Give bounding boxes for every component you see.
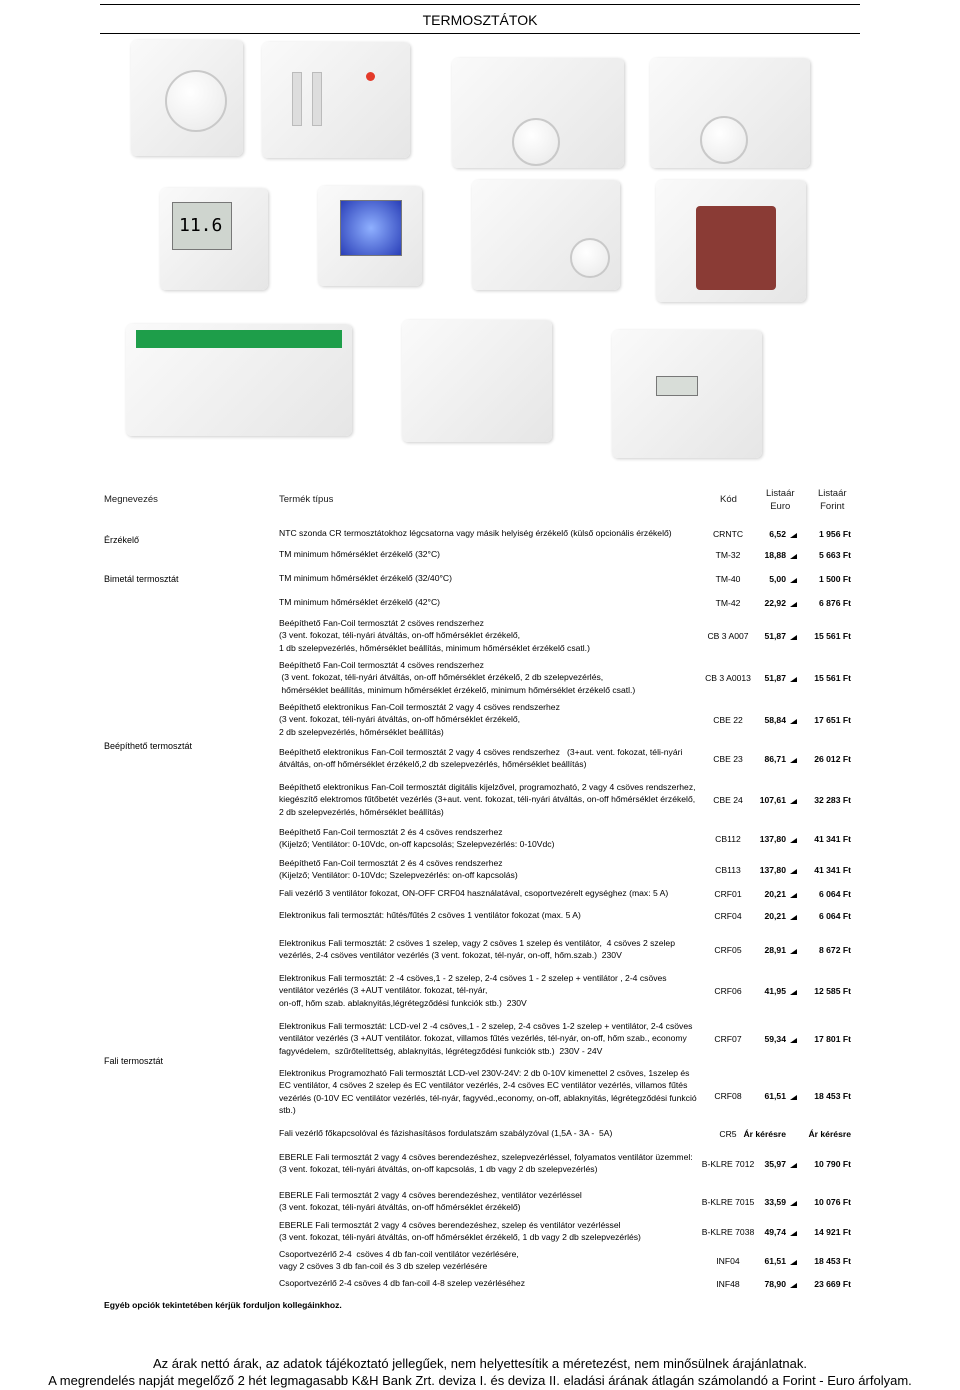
row-description-line: ventilátor vezérlés (3 +AUT ventilátor. fokozat, tél-nyár, bbox=[279, 985, 488, 996]
row-description-line: TM minimum hőmérséklet érzékelő (32°C) bbox=[279, 549, 441, 559]
row-price-eur: 61,51 bbox=[764, 1256, 786, 1267]
row-description bbox=[279, 972, 667, 1009]
row-code: INF48 bbox=[716, 1279, 740, 1289]
header-huf-2: Forint bbox=[820, 501, 845, 512]
row-description bbox=[279, 781, 696, 818]
slider-icon bbox=[312, 72, 322, 126]
row-description bbox=[279, 857, 518, 882]
row-code: TM-40 bbox=[715, 574, 741, 584]
row-description-line: Beépíthető elektronikus Fan-Coil termosztát 2 vagy 4 csöves rendszerhez bbox=[279, 702, 560, 712]
row-price-huf: 10 076 Ft bbox=[814, 1197, 851, 1208]
row-description bbox=[279, 826, 554, 851]
row-price-eur: 20,21 bbox=[764, 889, 786, 899]
row-price-eur: 49,74 bbox=[764, 1227, 786, 1238]
row-description bbox=[279, 659, 635, 696]
din-module-photo bbox=[402, 320, 552, 442]
row-description bbox=[279, 701, 560, 738]
row-description-line: Beépíthető Fan-Coil termosztát 2 csöves rendszerhez bbox=[279, 618, 484, 628]
row-code: CRF08 bbox=[714, 1091, 742, 1102]
dial-knob-icon bbox=[165, 70, 227, 132]
header-code: Kód bbox=[720, 494, 737, 505]
row-description-line: NTC szonda CR termosztátokhoz légcsatorna vagy másik helyiség érzékelő (külső opcionális érzékelő) bbox=[279, 528, 672, 538]
header-type: Termék típus bbox=[279, 494, 334, 505]
row-description-line: (3 vent. fokozat, téli-nyári átváltás, on-off hőmérséklet érzékelő, 2 db szelepvezérlés, bbox=[279, 672, 604, 683]
lcd-display-blue bbox=[340, 200, 402, 256]
row-description-line: vagy 2 csöves 3 db fan-coil és 3 db szelep vezérlésére bbox=[279, 1261, 488, 1272]
row-description-line: Elektronikus Programozható Fali termosztát LCD-vel 230V-24V: 2 db 0-10V kimenettel 2 csöves, 1szelep és bbox=[279, 1068, 690, 1078]
row-price-huf: 12 585 Ft bbox=[814, 986, 851, 997]
row-description-line: átváltás, on-off hőmérséklet érzékelő,2 db szelepvezérlés, hőmérséklet beállítás) bbox=[279, 759, 587, 770]
row-price-eur: 137,80 bbox=[759, 834, 786, 845]
thermostat-photo-dial bbox=[131, 40, 243, 156]
row-description-line: ventilátor vezérlés (3 +AUT ventilátor. fokozat, villamos fűtés vezérlés, tél-nyár, on-off, hőm szab., economy bbox=[279, 1033, 687, 1044]
row-price-huf: Ár kérésre bbox=[808, 1129, 851, 1139]
row-code: B-KLRE 7015 bbox=[701, 1197, 755, 1208]
row-price-eur: 22,92 bbox=[764, 598, 786, 608]
row-description-line: EBERLE Fali termosztát 2 vagy 4 csöves berendezéshez, szelepvezérléssel, folyamatos ventilátor üzemmel: bbox=[279, 1152, 693, 1162]
row-price-eur: 28,91 bbox=[764, 945, 786, 956]
row-code: CBE 24 bbox=[713, 795, 743, 806]
row-price-huf: 41 341 Ft bbox=[814, 834, 851, 845]
thermostat-photo-eberle bbox=[472, 180, 620, 290]
row-price-eur: 20,21 bbox=[764, 911, 786, 921]
page-title: TERMOSZTÁTOK bbox=[422, 12, 538, 28]
thermostat-photo-sliders bbox=[262, 42, 410, 158]
row-price-huf: 1 500 Ft bbox=[818, 574, 851, 584]
row-description-line: kiegészítő elektromos fűtőbetét vezérlés (3+aut. vent. fokozat, téli-nyári átváltás, on-off hőmérséklet érzékelő, bbox=[279, 794, 696, 805]
row-code: CRNTC bbox=[712, 529, 744, 539]
row-description bbox=[279, 1127, 612, 1139]
row-price-huf: 18 453 Ft bbox=[814, 1256, 851, 1267]
row-description-line: TM minimum hőmérséklet érzékelő (42°C) bbox=[279, 597, 441, 607]
row-price-huf: 15 561 Ft bbox=[814, 673, 851, 684]
row-price-eur: 51,87 bbox=[764, 631, 786, 642]
dial-knob-icon bbox=[570, 238, 610, 278]
row-description-line: hőmérséklet beállítás, minimum hőmérséklet érzékelő, minimum hőmérséklet érzékelő csatl.) bbox=[279, 684, 636, 695]
row-description-line: (3 vent. fokozat, téli-nyári átváltás, on-off hőmérséklet érzékelő) bbox=[279, 1202, 521, 1213]
row-description-line: Beépíthető elektronikus Fan-Coil termosztát 2 vagy 4 csöves rendszerhez (3+aut. vent. fokozat, téli-nyári bbox=[279, 747, 683, 757]
row-price-huf: 18 453 Ft bbox=[814, 1091, 851, 1102]
row-description-line: EC ventilátor, 4 csöves 2 szelep és EC ventilátor vezérlés, 2-4 csöves EC ventilátor vezérlés, villamos fűtés bbox=[279, 1080, 688, 1091]
row-description-line: TM minimum hőmérséklet érzékelő (32/40°C) bbox=[279, 573, 452, 583]
row-code: CR5 bbox=[719, 1129, 737, 1139]
row-description-line: 2 db szelepvezérlés, hőmérséklet beállítás) bbox=[279, 806, 444, 817]
row-description-line: vezérlés (0-10V EC ventilátor vezérlés, tél-nyár, fagyvéd.,economy, on-off, ablaknyitás, légrétegződési funkció bbox=[279, 1092, 697, 1103]
header-huf bbox=[818, 487, 847, 513]
row-price-huf: 17 651 Ft bbox=[814, 715, 851, 726]
row-description bbox=[279, 1067, 697, 1117]
row-description bbox=[279, 617, 590, 654]
row-description-line: Elektronikus fali termosztát: hűtés/fűtés 2 csöves 1 ventilátor fokozat (max. 5 A) bbox=[279, 910, 581, 920]
row-description-line: Csoportvezérlő 2-4 csöves 4 db fan-coil 4-8 szelep vezérléséhez bbox=[279, 1278, 526, 1288]
thermostat-photo-blue-lcd bbox=[318, 186, 422, 286]
row-description-line: (Kijelző; Ventilátor: 0-10Vdc, on-off kapcsolás; Szelepvezérlés: 0-10Vdc) bbox=[279, 839, 555, 850]
row-description-line: (3 vent. fokozat, téli-nyári átváltás, on-off hőmérséklet érzékelő, bbox=[279, 714, 521, 725]
row-description-line: stb.) bbox=[279, 1105, 296, 1116]
row-price-huf: 5 663 Ft bbox=[818, 550, 851, 560]
panel-icon bbox=[696, 206, 776, 290]
row-price-eur: Ár kérésre bbox=[743, 1129, 786, 1139]
row-description bbox=[279, 746, 682, 771]
header-eur bbox=[766, 487, 795, 513]
row-price-huf: 41 341 Ft bbox=[814, 865, 851, 876]
row-price-huf: 1 956 Ft bbox=[818, 529, 851, 539]
row-description-line: (3 vent. fokozat, téli-nyári átváltás, on-off hőmérséklet érzékelő, 1 db vagy 2 db szelepvezérlés) bbox=[279, 1232, 641, 1243]
row-description-line: Csoportvezérlő 2-4 csöves 4 db fan-coil ventilátor vezérlésére, bbox=[279, 1249, 519, 1259]
row-code: CRF04 bbox=[714, 911, 742, 921]
thermostat-photo-wall-2 bbox=[650, 58, 810, 168]
row-code: CBE 22 bbox=[713, 715, 743, 726]
row-price-huf: 6 064 Ft bbox=[818, 911, 851, 921]
thermostat-photo-lcd bbox=[160, 188, 268, 290]
row-code: INF04 bbox=[716, 1256, 740, 1267]
row-price-huf: 14 921 Ft bbox=[814, 1227, 851, 1238]
row-description bbox=[279, 887, 668, 899]
row-description-line: 1 db szelepvezérlés, hőmérséklet beállítás, minimum hőmérséklet érzékelő csatl.) bbox=[279, 642, 590, 653]
footer-note-1: Az árak nettó árak, az adatok tájékoztató jellegűek, nem helyettesítik a méretezést, nem minősülnek árajánlatnak. bbox=[153, 1356, 807, 1371]
row-price-eur: 61,51 bbox=[764, 1091, 786, 1102]
row-description-line: (3 vent. fokozat, téli-nyári átváltás, on-off kapcsolás, 1 db vagy 2 db szelepvezérlés) bbox=[279, 1164, 598, 1175]
row-code: CRF01 bbox=[714, 889, 742, 899]
row-description bbox=[279, 909, 581, 921]
row-price-eur: 5,00 bbox=[769, 574, 786, 584]
row-description bbox=[279, 527, 672, 539]
row-description bbox=[279, 1219, 641, 1244]
row-price-huf: 32 283 Ft bbox=[814, 795, 851, 806]
category-builtin: Beépíthető termosztát bbox=[104, 741, 193, 751]
row-code: CB 3 A007 bbox=[707, 631, 749, 642]
row-description-line: Beépíthető Fan-Coil termosztát 2 és 4 csöves rendszerhez bbox=[279, 827, 503, 837]
row-price-eur: 78,90 bbox=[764, 1279, 786, 1289]
row-price-huf: 6 064 Ft bbox=[818, 889, 851, 899]
footer-note-2: A megrendelés napját megelőző 2 hét legmagasabb K&H Bank Zrt. deviza I. és deviza II. eladási árának átlagán számolandó a Forint - Euro árfolyam. bbox=[48, 1373, 912, 1388]
row-code: CB112 bbox=[715, 834, 741, 845]
row-description-line: EBERLE Fali termosztát 2 vagy 4 csöves berendezéshez, ventilátor vezérléssel bbox=[279, 1190, 582, 1200]
row-price-eur: 18,88 bbox=[764, 550, 786, 560]
row-description-line: Fali vezérlő 3 ventilátor fokozat, ON-OFF CRF04 használatával, csoportvezérelt egységhez (max: 5 A) bbox=[279, 888, 669, 898]
slider-icon bbox=[292, 72, 302, 126]
row-price-huf: 17 801 Ft bbox=[814, 1034, 851, 1045]
row-price-huf: 26 012 Ft bbox=[814, 754, 851, 765]
row-price-eur: 107,61 bbox=[759, 795, 786, 806]
header-name: Megnevezés bbox=[104, 494, 158, 505]
duct-sensor-photo bbox=[612, 330, 762, 458]
row-description-line: Beépíthető elektronikus Fan-Coil termosztát digitális kijelzővel, programozható, 2 vagy 4 csöves rendszerhez, bbox=[279, 782, 696, 792]
row-description-line: 2 db szelepvezérlés, hőmérséklet beállítás) bbox=[279, 726, 444, 737]
row-price-eur: 137,80 bbox=[759, 865, 786, 876]
lcd-value: 11.6 bbox=[179, 215, 223, 236]
row-price-huf: 8 672 Ft bbox=[818, 945, 851, 956]
row-code: TM-42 bbox=[715, 598, 741, 608]
row-description-line: Beépíthető Fan-Coil termosztát 4 csöves rendszerhez bbox=[279, 660, 484, 670]
lcd-display bbox=[656, 376, 698, 396]
row-price-eur: 33,59 bbox=[764, 1197, 786, 1208]
category-bimetal: Bimetál termosztát bbox=[104, 574, 179, 584]
row-description bbox=[279, 937, 675, 962]
row-code: CB113 bbox=[715, 865, 741, 876]
dial-knob-icon bbox=[700, 116, 748, 164]
lcd-display bbox=[172, 202, 232, 250]
din-controller-photo bbox=[126, 324, 352, 436]
row-description-line: Elektronikus Fali termosztát: 2 csöves 1 szelep, vagy 2 csöves 1 szelep és ventilátor, 4 csöves 2 szelep bbox=[279, 938, 675, 948]
row-price-huf: 10 790 Ft bbox=[814, 1159, 851, 1170]
header-eur-1: Listaár bbox=[766, 488, 795, 499]
row-code: CRF06 bbox=[714, 986, 742, 997]
row-description bbox=[279, 1277, 525, 1289]
row-code: CRF07 bbox=[714, 1034, 742, 1045]
row-description-line: on-off, hőm szab. ablaknyitás,légrétegződési funkciók stb.) 230V bbox=[279, 997, 527, 1008]
title-bar bbox=[100, 4, 860, 34]
row-price-eur: 41,95 bbox=[764, 986, 786, 997]
row-code: B-KLRE 7038 bbox=[701, 1227, 755, 1238]
row-description-line: Beépíthető Fan-Coil termosztát 2 és 4 csöves rendszerhez bbox=[279, 858, 503, 868]
row-description-line: (3 vent. fokozat, téli-nyári átváltás, on-off hőmérséklet érzékelő, bbox=[279, 630, 521, 641]
row-description-line: (Kijelző; Ventilátor: 0-10Vdc; Szelepvezérlés: on-off kapcsolás) bbox=[279, 870, 518, 881]
row-description bbox=[279, 1189, 582, 1214]
led-icon bbox=[366, 72, 375, 81]
row-code: TM-32 bbox=[715, 550, 741, 560]
row-price-huf: 6 876 Ft bbox=[818, 598, 851, 608]
row-description-line: EBERLE Fali termosztát 2 vagy 4 csöves berendezéshez, szelep és ventilátor vezérléssel bbox=[279, 1220, 621, 1230]
row-description-line: vezérlés, 2-4 csöves ventilátor vezérlés (3 vent. fokozat, tél-nyár, on-off, hőm.szab.) 230V bbox=[279, 950, 622, 961]
row-description bbox=[279, 548, 440, 560]
category-wall: Fali termosztát bbox=[104, 1056, 164, 1066]
thermostat-photo-wall-1 bbox=[452, 58, 624, 168]
thermostat-photo-builtin bbox=[656, 180, 806, 302]
row-code: CBE 23 bbox=[713, 754, 743, 765]
row-price-eur: 35,97 bbox=[764, 1159, 786, 1170]
row-description-line: Fali vezérlő főkapcsolóval és fázishasításos fordulatszám szabályzóval (1,5A - 3A - 5A) bbox=[279, 1128, 613, 1138]
header-huf-1: Listaár bbox=[818, 488, 847, 499]
row-description-line: Elektronikus Fali termosztát: 2 -4 csöves,1 - 2 szelep, 2-4 csöves 1 - 2 szelep + ventilátor , 2-4 csöves bbox=[279, 973, 667, 983]
row-description-line: fagyvédelem, szűrőtelítettség, ablaknyitás, légrétegződési funkciók stb.) 230V - 24V bbox=[279, 1045, 603, 1056]
other-options-note: Egyéb opciók tekintetében kérjük forduljon kollegáinkhoz. bbox=[104, 1300, 342, 1310]
row-code: B-KLRE 7012 bbox=[701, 1159, 755, 1170]
row-description bbox=[279, 1151, 693, 1176]
category-sensor: Érzékelő bbox=[104, 535, 140, 545]
row-description bbox=[279, 1020, 692, 1057]
row-code: CRF05 bbox=[714, 945, 742, 956]
terminal-block-icon bbox=[136, 330, 342, 348]
row-description-line: Elektronikus Fali termosztát: LCD-vel 2 -4 csöves,1 - 2 szelep, 2-4 csöves 1-2 szelep + ventilátor, 2-4 csöves bbox=[279, 1021, 693, 1031]
row-description bbox=[279, 1248, 519, 1273]
header-eur-2: Euro bbox=[770, 501, 791, 512]
row-price-eur: 59,34 bbox=[764, 1034, 786, 1045]
row-price-eur: 58,84 bbox=[764, 715, 786, 726]
row-price-eur: 86,71 bbox=[764, 754, 786, 765]
row-price-huf: 15 561 Ft bbox=[814, 631, 851, 642]
dial-knob-icon bbox=[512, 118, 560, 166]
row-price-eur: 51,87 bbox=[764, 673, 786, 684]
row-description bbox=[279, 572, 452, 584]
row-price-huf: 23 669 Ft bbox=[814, 1279, 851, 1289]
row-price-eur: 6,52 bbox=[769, 529, 786, 539]
row-description bbox=[279, 596, 440, 608]
row-code: CB 3 A0013 bbox=[705, 673, 751, 684]
